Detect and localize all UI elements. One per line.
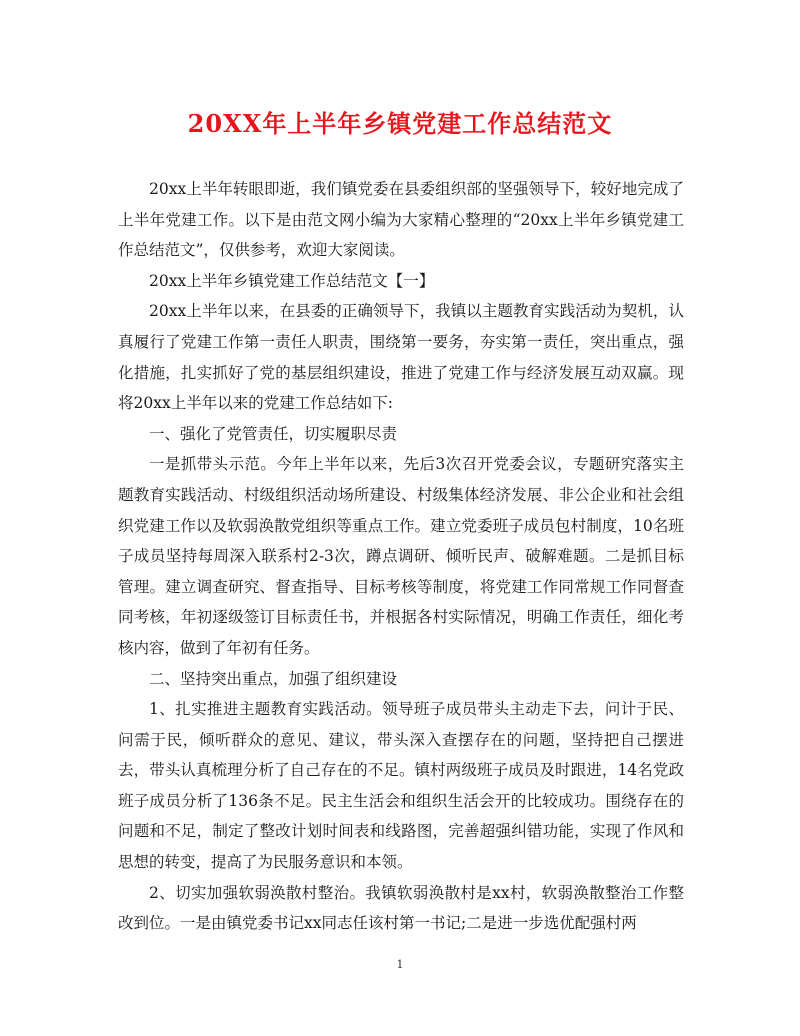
paragraph-intro: 20xx上半年转眼即逝，我们镇党委在县委组织部的坚强领导下，较好地完成了上半年党建工作。以下是由范文网小编为大家精心整理的“20xx上半年乡镇党建工作总结范文”，仅供参考，欢迎大家阅读。 [118,180,684,260]
page-number: 1 [396,958,404,971]
paragraph: 一是抓带头示范。今年上半年以来，先后3次召开党委会议，专题研究落实主题教育实践活动、村级组织活动场所建设、村级集体经济发展、非公企业和社会组织党建工作以及软弱涣散党组织等重点工作。建立党委班子成员包村制度，10名班子成员坚持每周深入联系村2-3次，蹲点调研、倾听民声、破解难题。二是抓目标管理。建立调查研究、督查指导、目标考核等制度，将党建工作同常规工作同督查同考核，年初逐级签订目标责任书，并根据各村实际情况，明确工作责任，细化考核内容，做到了年初有任务。 [118,455,684,657]
subheading: 二、坚持突出重点，加强了组织建设 [149,669,398,688]
document-body [118,174,684,939]
section-heading-1: 20xx上半年乡镇党建工作总结范文【一】 [149,271,435,290]
paragraph: 1、扎实推进主题教育实践活动。领导班子成员带头主动走下去，问计于民、问需于民，倾听群众的意见、建议，带头深入查摆存在的问题，坚持把自己摆进去，带头认真梳理分析了自己存在的不足。镇村两级班子成员及时跟进，14名党政班子成员分析了136条不足。民主生活会和组织生活会开的比较成功。围绕存在的问题和不足，制定了整改计划时间表和线路图，完善超强纠错功能，实现了作风和思想的转变，提高了为民服务意识和本领。 [118,700,684,872]
paragraph: 20xx上半年以来，在县委的正确领导下，我镇以主题教育实践活动为契机，认真履行了党建工作第一责任人职责，围绕第一要务，夯实第一责任，突出重点，强化措施，扎实抓好了党的基层组织建设，推进了党建工作与经济发展互动双赢。现将20xx上半年以来的党建工作总结如下: [118,302,684,413]
subheading: 一、强化了党管责任，切实履职尽责 [149,424,398,443]
document-title: 20XX年上半年乡镇党建工作总结范文 [187,109,613,138]
paragraph: 2、切实加强软弱涣散村整治。我镇软弱涣散村是xx村，软弱涣散整治工作整改到位。一是由镇党委书记xx同志任该村第一书记;二是进一步选优配强村两 [118,883,684,933]
